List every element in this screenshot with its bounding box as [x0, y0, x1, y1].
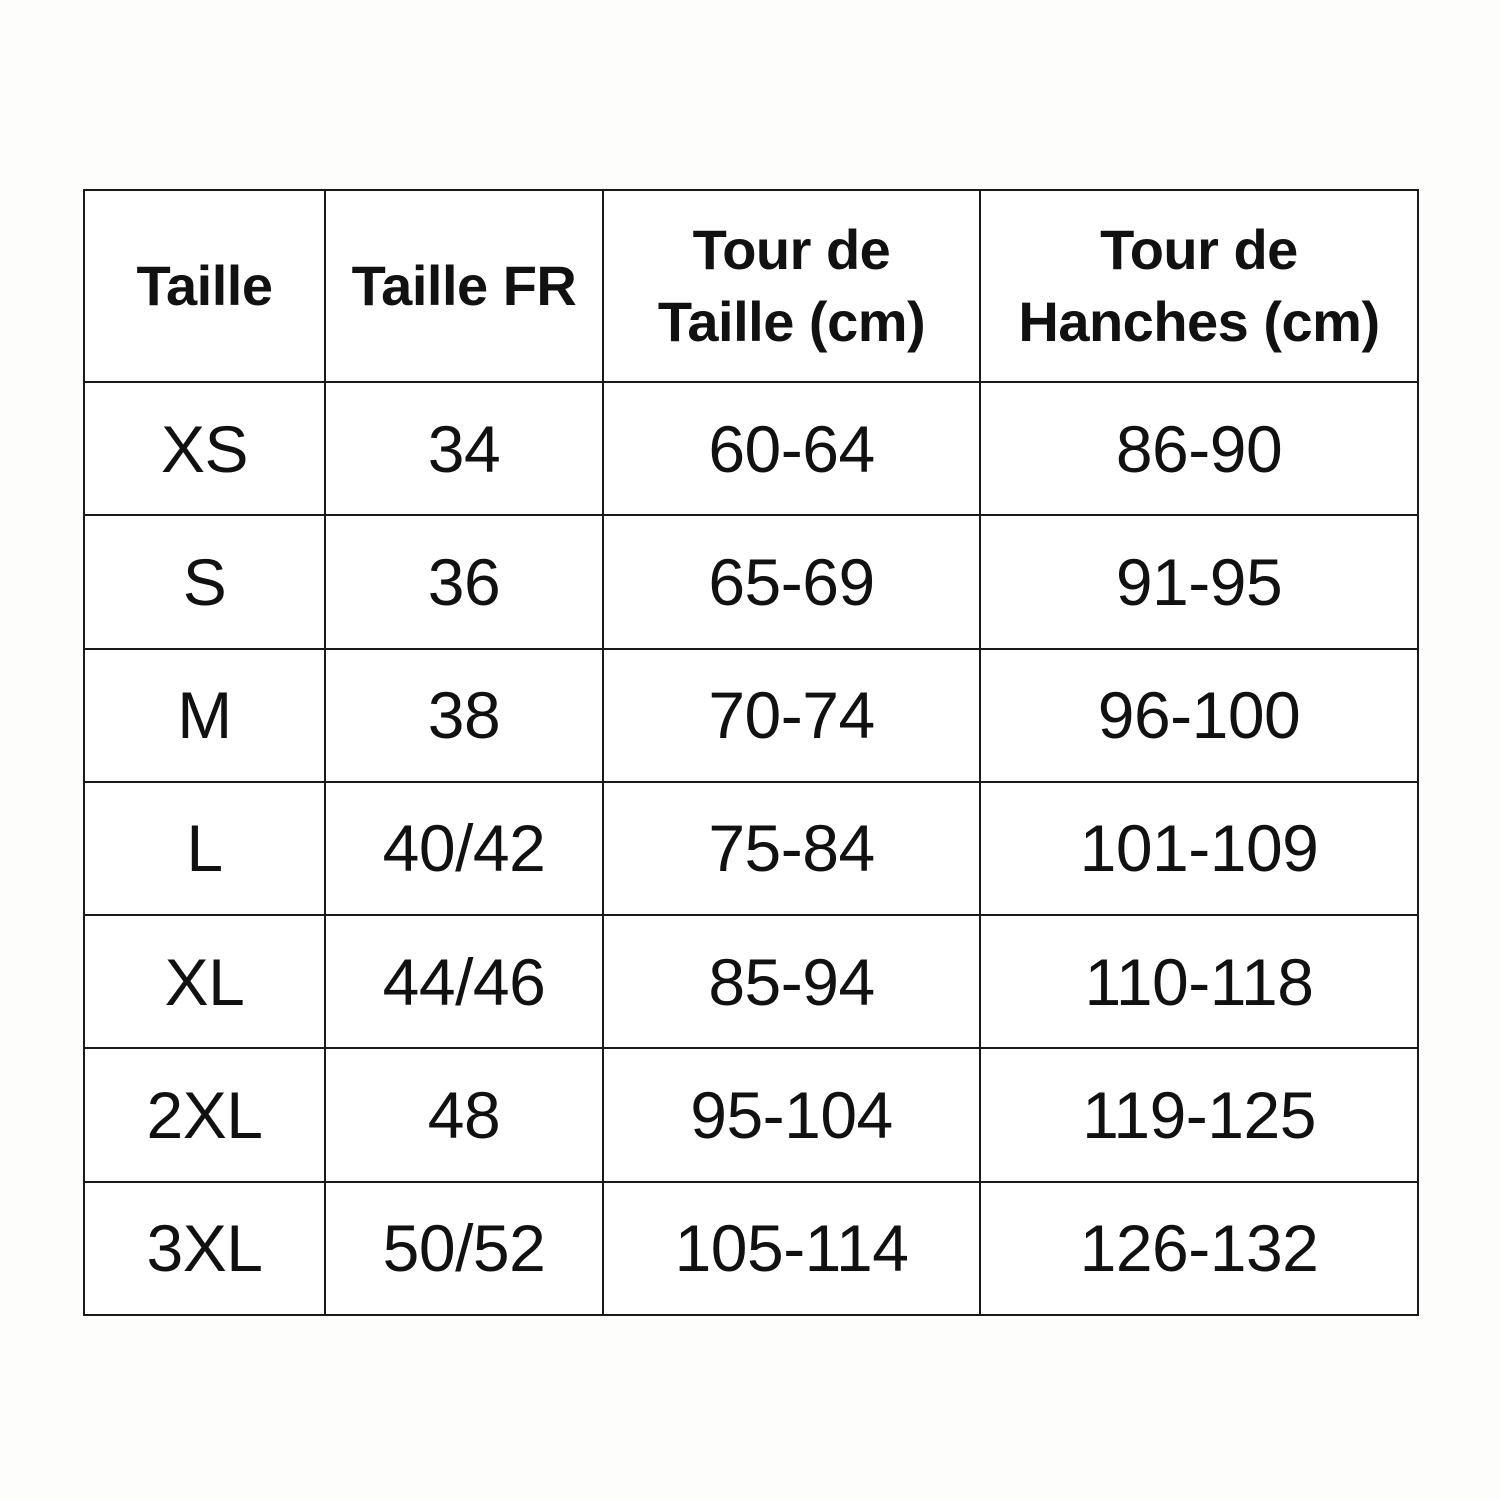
table-row: [84, 782, 1418, 915]
cell-size-fr: 50/52: [325, 1182, 603, 1315]
table-row: [84, 915, 1418, 1048]
header-row: [84, 190, 1418, 382]
table-row: [84, 1182, 1418, 1315]
cell-hips: 126-132: [980, 1182, 1418, 1315]
cell-hips: 91-95: [980, 515, 1418, 648]
cell-size-fr: 48: [325, 1048, 603, 1181]
header-hips: Tour de Hanches (cm): [980, 190, 1418, 382]
cell-waist: 65-69: [603, 515, 980, 648]
header-size-fr: Taille FR: [325, 190, 603, 382]
cell-waist: 95-104: [603, 1048, 980, 1181]
cell-waist: 75-84: [603, 782, 980, 915]
cell-size: M: [84, 649, 325, 782]
cell-size-fr: 38: [325, 649, 603, 782]
header-waist: Tour de Taille (cm): [603, 190, 980, 382]
header-size: Taille: [84, 190, 325, 382]
size-chart-table: [83, 189, 1419, 1316]
cell-waist: 60-64: [603, 382, 980, 515]
cell-waist: 70-74: [603, 649, 980, 782]
table-row: [84, 1048, 1418, 1181]
cell-waist: 105-114: [603, 1182, 980, 1315]
cell-size-fr: 36: [325, 515, 603, 648]
cell-size-fr: 40/42: [325, 782, 603, 915]
table-row: [84, 649, 1418, 782]
cell-hips: 86-90: [980, 382, 1418, 515]
cell-size-fr: 34: [325, 382, 603, 515]
table-row: [84, 515, 1418, 648]
cell-size: 2XL: [84, 1048, 325, 1181]
cell-size: 3XL: [84, 1182, 325, 1315]
table-row: [84, 382, 1418, 515]
cell-hips: 101-109: [980, 782, 1418, 915]
cell-hips: 96-100: [980, 649, 1418, 782]
cell-size-fr: 44/46: [325, 915, 603, 1048]
cell-size: XS: [84, 382, 325, 515]
cell-hips: 110-118: [980, 915, 1418, 1048]
cell-size: S: [84, 515, 325, 648]
cell-waist: 85-94: [603, 915, 980, 1048]
cell-size: L: [84, 782, 325, 915]
cell-size: XL: [84, 915, 325, 1048]
cell-hips: 119-125: [980, 1048, 1418, 1181]
